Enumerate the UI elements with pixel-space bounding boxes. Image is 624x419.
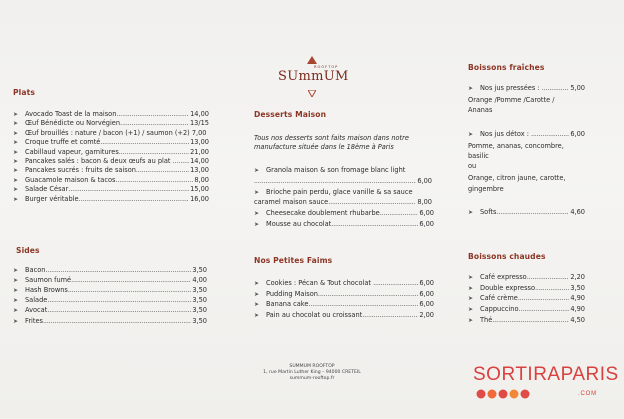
- item-price: 15,00: [190, 185, 209, 194]
- bullet-icon: ➤: [13, 111, 19, 118]
- dot-leader: [318, 290, 418, 299]
- triangle-down-icon: [308, 90, 316, 97]
- dot-leader: [68, 286, 191, 295]
- menu-item: [13, 276, 207, 285]
- item-price: 6,00: [570, 130, 585, 138]
- menu-item: [468, 208, 585, 217]
- sortiraparis-watermark: [470, 364, 619, 408]
- bullet-icon: ➤: [13, 267, 19, 274]
- footer-address: 1, rue Martin Luther King – 94000 CRETEIL: [263, 370, 361, 375]
- item-price: 13,00: [190, 138, 209, 147]
- menu-item: [13, 148, 209, 157]
- bullet-icon: ➤: [13, 287, 19, 295]
- item-label: Avocado Toast de la maison: [25, 110, 117, 118]
- item-price: 6,00: [419, 300, 434, 308]
- footer-website: summum-rooftop.fr: [289, 376, 335, 381]
- menu-item: [13, 176, 209, 185]
- menu-item: [13, 317, 207, 326]
- item-label: Frites: [25, 316, 43, 325]
- jus-presses-desc2: Ananas: [468, 106, 493, 114]
- menu-item: [13, 286, 207, 295]
- item-price: 14,00: [190, 157, 209, 165]
- bullet-icon: ➤: [13, 167, 19, 175]
- item-label: Banana cake: [266, 300, 309, 308]
- jus-presses-desc1: Orange /Pomme /Carotte /: [468, 96, 555, 104]
- footer-name: SUMMUM ROOFTOP: [289, 364, 335, 369]
- menu-item: [468, 84, 585, 93]
- menu-item: [468, 273, 585, 282]
- dot-leader: [47, 296, 191, 305]
- item-price: 4,90: [570, 305, 585, 314]
- boissons-chaudes-heading: Boissons chaudes: [468, 252, 546, 261]
- desserts-intro-line1: Tous nos desserts sont faits maison dans notre: [254, 134, 409, 142]
- dot-leader: [527, 273, 570, 282]
- boissons-fraiches-heading: Boissons fraîches: [468, 63, 545, 72]
- item-label: Pancakes salés : bacon & deux œufs au plat: [25, 157, 173, 165]
- bullet-icon: ➤: [13, 297, 19, 305]
- menu-item: [13, 138, 209, 147]
- item-label: Salade: [25, 296, 48, 305]
- menu-item: [13, 266, 207, 275]
- item-label: Nos jus pressées :: [480, 84, 542, 92]
- menu-item: [13, 157, 209, 166]
- bullet-icon: ➤: [468, 295, 474, 303]
- dot-leader: [362, 311, 418, 320]
- item-price: 8,00: [417, 198, 432, 206]
- item-price: 4,00: [192, 276, 207, 285]
- watermark-text: SORTIRAPARIS: [473, 364, 619, 385]
- item-label: Mousse au chocolat: [266, 219, 332, 228]
- item-label: Avocat: [25, 306, 48, 315]
- item-label: Croque truffe et comté: [25, 138, 101, 147]
- dot-leader: [535, 284, 569, 293]
- item-price: 8,00: [194, 175, 209, 184]
- item-label-cont: caramel maison sauce: [254, 198, 329, 206]
- item-label: Cheesecake doublement rhubarbe: [266, 209, 380, 217]
- jus-detox-desc1: Pomme, ananas, concombre,: [468, 142, 564, 150]
- dot-leader: [100, 138, 189, 147]
- item-price: 3,50: [192, 266, 207, 274]
- item-label: Café crème: [480, 294, 518, 303]
- bullet-icon: ➤: [13, 317, 19, 325]
- menu-item: [254, 279, 434, 288]
- item-label: Œuf Bénédicte ou Norvégien: [25, 119, 121, 128]
- dots-logo-icon: [476, 388, 538, 400]
- item-price: 13/15: [189, 119, 209, 128]
- item-price: 3,50: [192, 286, 207, 295]
- dot-leader: [68, 185, 189, 194]
- bullet-icon: ➤: [13, 195, 19, 203]
- item-price: 14,00: [190, 110, 209, 118]
- item-label: Pain au chocolat ou croissant: [266, 310, 363, 319]
- item-price: 4,50: [570, 315, 585, 324]
- menu-item: [13, 166, 209, 175]
- item-label: Guacamole maison & tacos: [25, 175, 116, 184]
- bullet-icon: ➤: [13, 186, 19, 194]
- bullet-icon: ➤: [13, 158, 19, 165]
- item-price: 2,20: [570, 273, 585, 281]
- item-label: Cappuccino: [480, 305, 519, 314]
- menu-item: [468, 130, 585, 139]
- item-label: Burger véritable: [25, 194, 79, 203]
- dot-leader: [45, 266, 191, 275]
- bullet-icon: ➤: [13, 139, 19, 147]
- dot-leader: [79, 195, 190, 204]
- bullet-icon: ➤: [254, 301, 260, 308]
- bullet-icon: ➤: [13, 176, 19, 184]
- menu-item: [13, 110, 209, 119]
- menu-item: [254, 188, 434, 197]
- bullet-icon: ➤: [254, 280, 260, 287]
- desserts-intro-line2: manufacture située dans le 18ème à Paris: [254, 143, 394, 151]
- item-label: Cookies : Pécan & Tout chocolat: [266, 279, 374, 287]
- item-price: 6,00: [419, 289, 434, 298]
- plats-heading: Plats: [13, 88, 35, 97]
- menu-item: [254, 311, 434, 320]
- dot-leader: [308, 300, 418, 309]
- dot-leader: [47, 306, 191, 315]
- item-price: 4,60: [570, 208, 585, 216]
- menu-item: [254, 300, 434, 309]
- bullet-icon: ➤: [254, 290, 260, 298]
- dot-leader: [115, 176, 193, 185]
- menu-item: [254, 290, 434, 299]
- menu-item: [13, 195, 209, 204]
- dot-leader: [328, 198, 416, 207]
- item-label: Œuf brouillés : nature / bacon (+1) / saumon (+2) 7,00: [25, 128, 207, 137]
- menu-item: [254, 220, 434, 229]
- menu-item-cont: [254, 198, 432, 207]
- desserts-heading: Desserts Maison: [254, 110, 327, 119]
- menu-item: [13, 296, 207, 305]
- item-label: Nos jus détox :: [480, 130, 532, 138]
- bullet-icon: ➤: [13, 277, 19, 285]
- bullet-icon: ➤: [254, 210, 260, 217]
- item-label: Bacon: [25, 266, 46, 274]
- item-label: Cabillaud vapeur, garnitures: [25, 147, 119, 156]
- item-label: Granola maison & son fromage blanc light: [266, 166, 406, 174]
- menu-item: [254, 166, 434, 175]
- bullet-icon: ➤: [254, 220, 260, 228]
- dot-leader: [373, 279, 418, 288]
- menu-item: [468, 305, 585, 314]
- dot-leader: [496, 208, 569, 217]
- item-label: Brioche pain perdu, glace vanille & sa sauce: [266, 188, 413, 196]
- item-label: Hash Browns: [25, 286, 68, 295]
- bullet-icon: ➤: [468, 209, 474, 216]
- dot-leader: [380, 209, 419, 218]
- item-label: Double expresso: [480, 283, 536, 292]
- dot-leader: [531, 130, 569, 139]
- menu-item: [13, 119, 209, 128]
- menu-item: [468, 294, 585, 303]
- bullet-icon: ➤: [13, 307, 19, 315]
- petites-faims-heading: Nos Petites Faims: [254, 256, 333, 265]
- item-label: Softs: [480, 208, 497, 216]
- item-price: 6,00: [419, 279, 434, 287]
- dot-leader: [492, 316, 569, 325]
- item-price: 3,50: [192, 316, 207, 325]
- summum-logo: [270, 56, 354, 100]
- bullet-icon: ➤: [468, 85, 474, 92]
- dot-leader: [71, 276, 191, 285]
- item-price: [208, 129, 209, 138]
- item-price: 6,00: [417, 177, 432, 185]
- bullet-icon: ➤: [254, 167, 260, 174]
- bullet-icon: ➤: [468, 306, 474, 314]
- dot-leader: [136, 166, 189, 175]
- bullet-icon: ➤: [13, 129, 19, 137]
- bullet-icon: ➤: [468, 131, 474, 138]
- logo-rooftop-text: ROOFTOP: [314, 65, 339, 69]
- item-price: 4,90: [570, 294, 585, 303]
- item-price: 16,00: [190, 194, 209, 203]
- watermark-suffix: .COM: [578, 391, 597, 397]
- menu-item: [13, 185, 209, 194]
- bullet-icon: ➤: [468, 284, 474, 292]
- bullet-icon: ➤: [254, 311, 260, 319]
- menu-item: [468, 316, 585, 325]
- item-price: 5,00: [570, 84, 585, 92]
- bullet-icon: ➤: [468, 316, 474, 324]
- dot-leader: [119, 148, 189, 157]
- item-label: Salade César: [25, 185, 69, 194]
- menu-item: [468, 284, 585, 293]
- dot-leader: [173, 157, 190, 166]
- menu-item: [254, 209, 434, 218]
- dot-leader: [43, 317, 191, 326]
- item-price: 6,00: [419, 219, 434, 228]
- item-price: 3,50: [192, 296, 207, 305]
- item-price: 21,00: [190, 147, 209, 156]
- triangle-up-icon: [307, 56, 317, 64]
- item-price: 3,50: [570, 283, 585, 292]
- bullet-icon: ➤: [13, 120, 19, 128]
- dot-leader: [542, 84, 570, 93]
- dot-leader: [519, 305, 570, 314]
- sides-heading: Sides: [16, 246, 40, 255]
- item-label: Pancakes sucrés : fruits de saison: [25, 166, 136, 175]
- item-price: 2,00: [419, 310, 434, 319]
- footer: [252, 364, 372, 382]
- jus-detox-desc5: gingembre: [468, 185, 504, 193]
- item-label: Saumon fumé: [25, 276, 72, 285]
- item-price: 3,50: [192, 306, 207, 315]
- bullet-icon: ➤: [13, 148, 19, 156]
- menu-item-price-line: [254, 177, 432, 186]
- dot-leader: [518, 294, 569, 303]
- dot-leader: [116, 110, 189, 119]
- bullet-icon: ➤: [254, 189, 260, 196]
- menu-item: [13, 306, 207, 315]
- dot-leader: [254, 177, 416, 186]
- dot-leader: [331, 220, 418, 229]
- jus-detox-desc4: Orange, citron jaune, carotte,: [468, 174, 566, 182]
- item-label: Thé: [480, 315, 493, 324]
- bullet-icon: ➤: [468, 274, 474, 281]
- item-price: 6,00: [419, 209, 434, 217]
- item-label: Pudding Maison: [266, 289, 318, 298]
- dot-leader: [120, 119, 189, 128]
- menu-item: [13, 129, 209, 138]
- item-label: Café expresso: [480, 273, 527, 281]
- logo-title: SUmmUM: [278, 69, 349, 84]
- jus-detox-desc3: ou: [468, 162, 477, 170]
- jus-detox-desc2: basilic: [468, 152, 489, 160]
- item-price: 13,00: [190, 166, 209, 175]
